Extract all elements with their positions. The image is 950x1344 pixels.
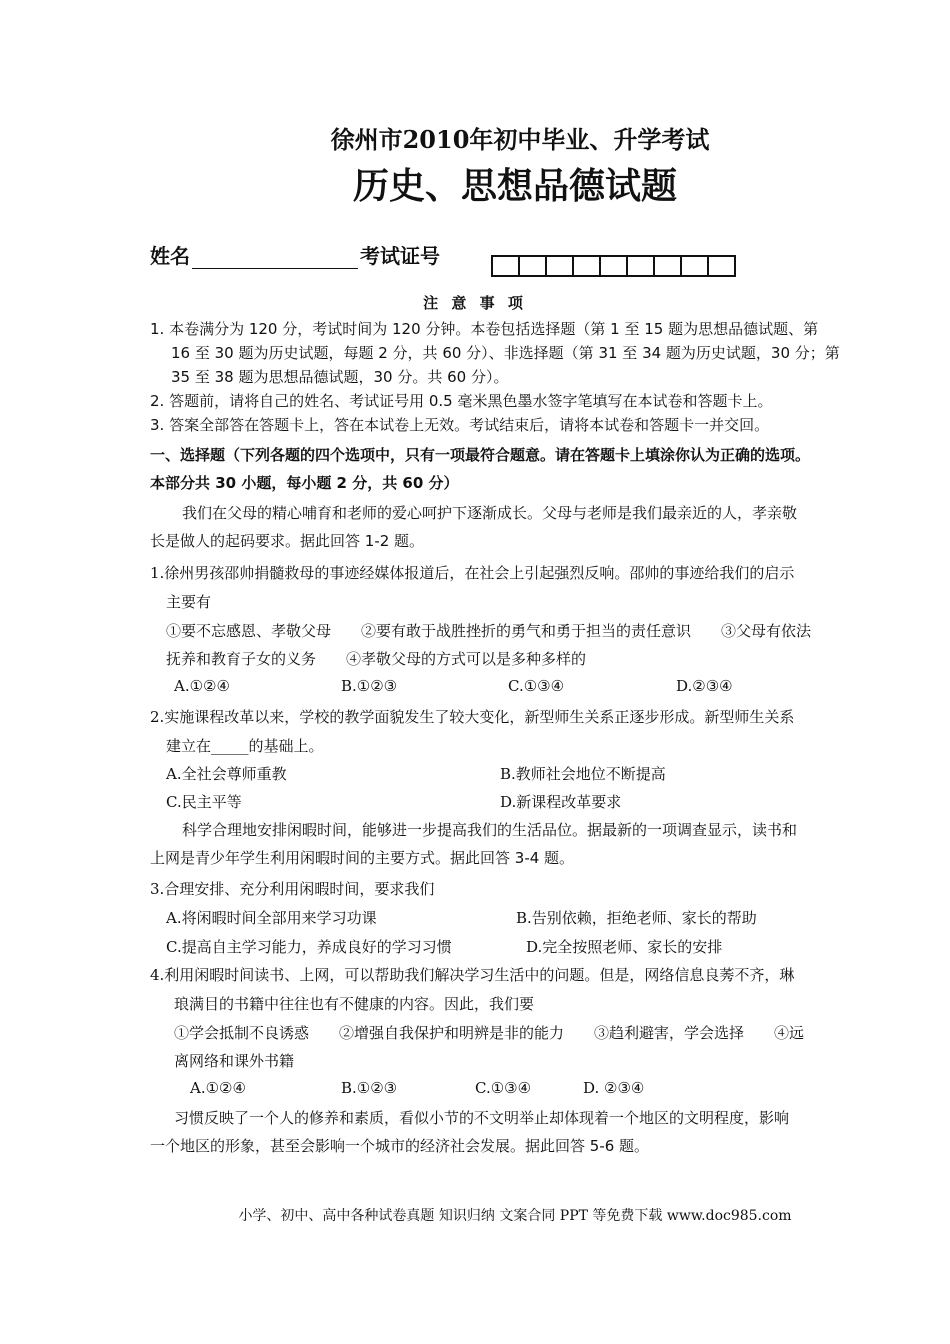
q4-option-a[interactable]: A.①②④: [190, 1079, 246, 1097]
question-1-statements-cont: 抚养和教育子女的义务 ④孝敬父母的方式可以是多种多样的: [166, 650, 587, 668]
q3-option-a[interactable]: A.将闲暇时间全部用来学习功课: [166, 909, 377, 927]
section-heading-cont: 本部分共 30 小题，每小题 2 分，共 60 分）: [150, 474, 459, 492]
q4-option-c[interactable]: C.①③④: [475, 1079, 532, 1097]
q1-option-b[interactable]: B.①②③: [341, 677, 398, 695]
notice-item: 35 至 38 题为思想品德试题，30 分。共 60 分）。: [171, 368, 509, 386]
question-4-statements-cont: 离网络和课外书籍: [174, 1052, 295, 1070]
section-heading: 一、选择题（下列各题的四个选项中，只有一项最符合题意。请在答题卡上填涂你认为正确的选项。: [150, 446, 811, 464]
subject-title: 历史、思想品德试题: [352, 165, 677, 207]
notice-item: 1. 本卷满分为 120 分，考试时间为 120 分钟。本卷包括选择题（第 1 至 15 题为思想品德试题、第: [150, 320, 819, 338]
passage-5-6: 习惯反映了一个人的修养和素质，看似小节的不文明举止却体现着一个地区的文明程度，影响: [174, 1109, 790, 1127]
exam-id-box[interactable]: [601, 257, 628, 275]
notice-item: 3. 答案全部答在答题卡上，答在本试卷上无效。考试结束后，请将本试卷和答题卡一并交回。: [150, 416, 770, 434]
exam-id-box[interactable]: [682, 257, 709, 275]
exam-id-box[interactable]: [628, 257, 655, 275]
q1-option-c[interactable]: C.①③④: [508, 677, 565, 695]
name-label: 姓名: [150, 244, 190, 268]
notice-title: 注 意 事 项: [423, 294, 527, 312]
q3-option-b[interactable]: B.告别依赖，拒绝老师、家长的帮助: [516, 909, 757, 927]
exam-id-boxes[interactable]: [491, 255, 736, 277]
q2-option-d[interactable]: D.新课程改革要求: [500, 793, 622, 811]
exam-id-label: 考试证号: [360, 244, 440, 268]
notice-item: 16 至 30 题为历史试题，每题 2 分，共 60 分）、非选择题（第 31 至 34 题为历史试题，30 分；第: [171, 344, 840, 362]
q4-option-b[interactable]: B.①②③: [341, 1079, 398, 1097]
question-4: 4.利用闲暇时间读书、上网，可以帮助我们解决学习生活中的问题。但是，网络信息良莠不齐，琳: [150, 966, 795, 984]
exam-id-box[interactable]: [547, 257, 574, 275]
exam-title: 徐州市2010年初中毕业、升学考试: [330, 125, 710, 154]
passage-3-4-cont: 上网是青少年学生利用闲暇时间的主要方式。据此回答 3-4 题。: [150, 849, 575, 867]
question-4-statements: ①学会抵制不良诱惑 ②增强自我保护和明辨是非的能力 ③趋利避害，学会选择 ④远: [174, 1024, 805, 1042]
notice-item: 2. 答题前，请将自己的姓名、考试证号用 0.5 毫米黑色墨水签字笔填写在本试卷和答题卡上。: [150, 392, 773, 410]
exam-id-box[interactable]: [520, 257, 547, 275]
question-1-statements: ①要不忘感恩、孝敬父母 ②要有敢于战胜挫折的勇气和勇于担当的责任意识 ③父母有依法: [166, 622, 812, 640]
q1-option-d[interactable]: D.②③④: [676, 677, 733, 695]
question-4-cont: 琅满目的书籍中往往也有不健康的内容。因此，我们要: [174, 995, 535, 1013]
question-2: 2.实施课程改革以来，学校的教学面貌发生了较大变化，新型师生关系正逐步形成。新型师生关系: [150, 708, 795, 726]
exam-id-box[interactable]: [709, 257, 736, 275]
exam-id-box[interactable]: [574, 257, 601, 275]
passage-1-2: 我们在父母的精心哺育和老师的爱心呵护下逐渐成长。父母与老师是我们最亲近的人，孝亲敬: [182, 504, 798, 522]
q4-option-d[interactable]: D. ②③④: [583, 1079, 645, 1097]
question-1-cont: 主要有: [166, 593, 212, 611]
candidate-info-row: [150, 240, 440, 269]
q2-option-c[interactable]: C.民主平等: [166, 793, 242, 811]
passage-3-4: 科学合理地安排闲暇时间，能够进一步提高我们的生活品位。据最新的一项调查显示，读书和: [182, 821, 798, 839]
exam-id-box[interactable]: [493, 257, 520, 275]
q1-option-a[interactable]: A.①②④: [174, 677, 230, 695]
passage-5-6-cont: 一个地区的形象，甚至会影响一个城市的经济社会发展。据此回答 5-6 题。: [150, 1137, 650, 1155]
q3-option-d[interactable]: D.完全按照老师、家长的安排: [526, 938, 723, 956]
passage-1-2-cont: 长是做人的起码要求。据此回答 1-2 题。: [150, 532, 425, 550]
question-2-cont: 建立在_____的基础上。: [166, 737, 324, 755]
question-1: 1.徐州男孩邵帅捐髓救母的事迹经媒体报道后，在社会上引起强烈反响。邵帅的事迹给我们的启示: [150, 564, 795, 582]
name-blank[interactable]: [192, 246, 358, 269]
q3-option-c[interactable]: C.提高自主学习能力，养成良好的学习习惯: [166, 938, 452, 956]
q2-option-b[interactable]: B.教师社会地位不断提高: [500, 765, 666, 783]
exam-id-box[interactable]: [655, 257, 682, 275]
q2-option-a[interactable]: A.全社会尊师重教: [166, 765, 287, 783]
question-3: 3.合理安排、充分利用闲暇时间，要求我们: [150, 880, 435, 898]
footer-text: 小学、初中、高中各种试卷真题 知识归纳 文案合同 PPT 等免费下载 www.doc985.com: [238, 1208, 792, 1224]
